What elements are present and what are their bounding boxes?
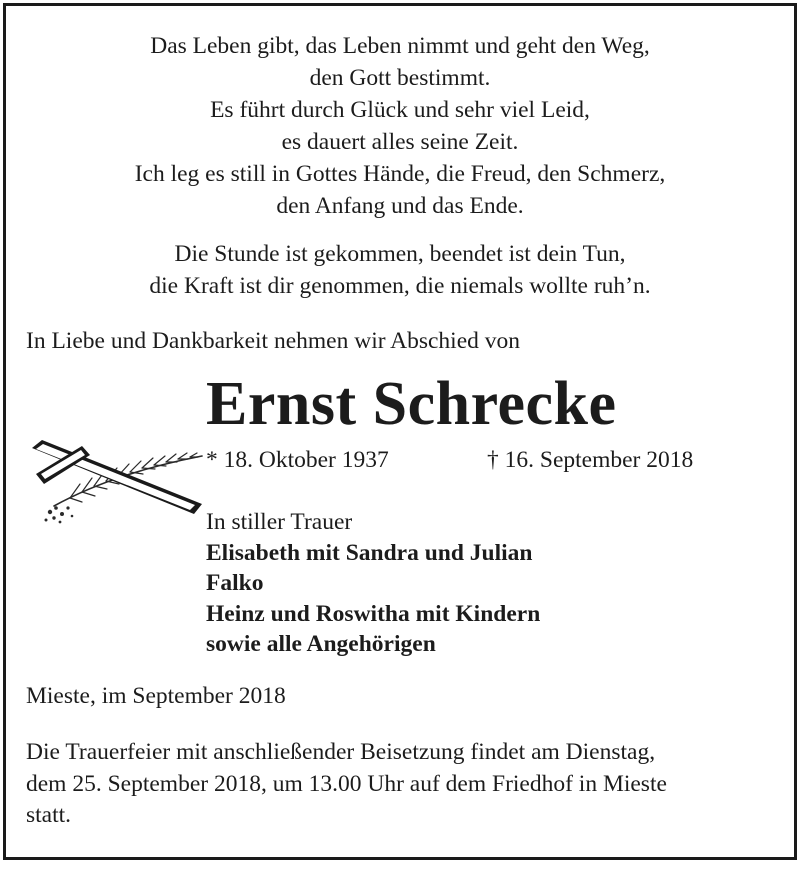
mourners-heading: In stiller Trauer xyxy=(206,509,353,535)
place-and-date: Mieste, im September 2018 xyxy=(26,683,286,709)
poem-verse-2 xyxy=(0,238,800,302)
mourner-name: sowie alle Angehörigen xyxy=(206,631,436,657)
mourners-block xyxy=(206,507,540,660)
poem-line: Ich leg es still in Gottes Hände, die Freud, den Schmerz, xyxy=(134,161,666,187)
mourner-name: Elisabeth mit Sandra und Julian xyxy=(206,539,533,566)
death-date: † 16. September 2018 xyxy=(487,447,694,473)
funeral-line: statt. xyxy=(26,802,72,828)
poem-verse-1 xyxy=(0,30,800,222)
poem-line: den Anfang und das Ende. xyxy=(276,193,524,219)
poem-line: es dauert alles seine Zeit. xyxy=(281,129,519,155)
funeral-info xyxy=(26,737,786,832)
poem-line: den Gott bestimmt. xyxy=(309,65,491,91)
farewell-intro: In Liebe und Dankbarkeit nehmen wir Abschied von xyxy=(26,328,521,354)
poem-line: Das Leben gibt, das Leben nimmt und geht den Weg, xyxy=(150,33,650,59)
poem-line: Die Stunde ist gekommen, beendet ist dein Tun, xyxy=(174,241,626,267)
funeral-line: Die Trauerfeier mit anschließender Beisetzung findet am Dienstag, xyxy=(26,739,656,765)
mourner-name: Heinz und Roswitha mit Kindern xyxy=(206,600,541,627)
poem-line: Es führt durch Glück und sehr viel Leid, xyxy=(210,97,590,123)
cross-with-palm-branch-icon xyxy=(24,428,214,538)
birth-date: * 18. Oktober 1937 xyxy=(206,447,389,473)
mourner-name: Falko xyxy=(206,570,264,596)
deceased-name: Ernst Schrecke xyxy=(206,370,617,438)
poem-line: die Kraft ist dir genommen, die niemals wollte ruh’n. xyxy=(149,273,651,299)
funeral-line: dem 25. September 2018, um 13.00 Uhr auf dem Friedhof in Mieste xyxy=(26,770,667,797)
